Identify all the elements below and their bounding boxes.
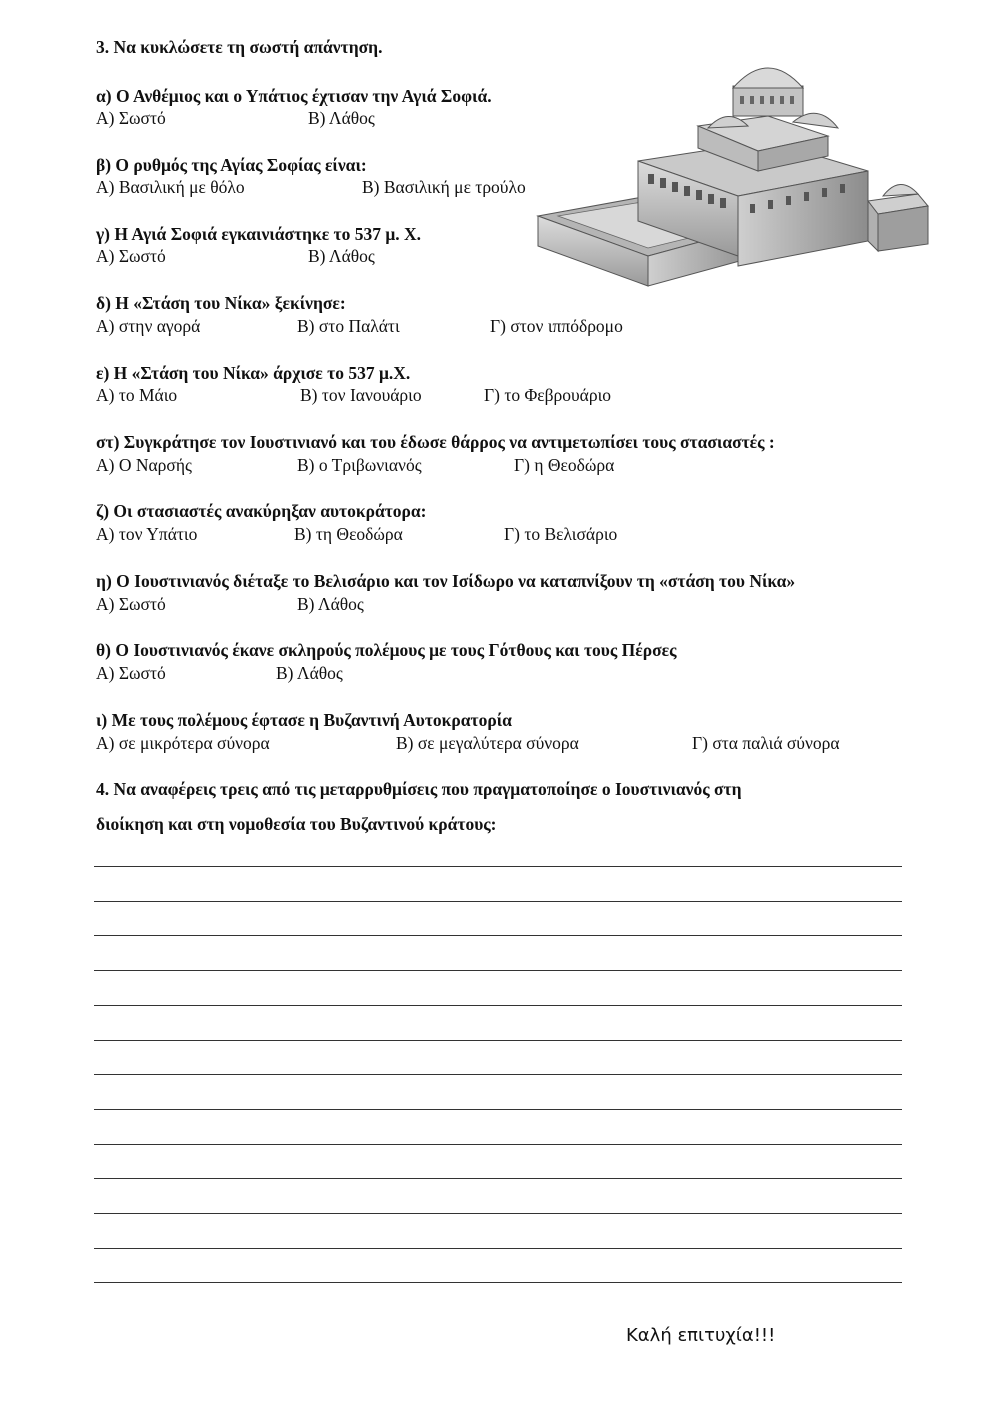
option-b[interactable]: Β) ο Τριβωνιανός (297, 455, 422, 475)
option-c[interactable]: Γ) το Βελισάριο (504, 524, 618, 544)
option-a[interactable]: Α) Ο Ναρσής (96, 455, 192, 475)
option-c[interactable]: Γ) στα παλιά σύνορα (692, 733, 840, 753)
answer-line[interactable] (94, 970, 902, 971)
answer-line[interactable] (94, 1282, 902, 1283)
answer-line[interactable] (94, 1109, 902, 1110)
option-b[interactable]: Β) στο Παλάτι (297, 316, 400, 336)
section-4-heading-line-1: 4. Να αναφέρεις τρεις από τις μεταρρυθμίσεις που πραγματοποίησε ο Ιουστινιανός στη (96, 779, 742, 799)
option-b[interactable]: Β) Λάθος (308, 108, 375, 128)
option-c[interactable]: Γ) η Θεοδώρα (514, 455, 615, 475)
option-a[interactable]: Α) Βασιλική με θόλο (96, 177, 245, 197)
option-b[interactable]: Β) Βασιλική με τρούλο (362, 177, 526, 197)
answer-line[interactable] (94, 935, 902, 936)
option-a[interactable]: Α) Σωστό (96, 246, 166, 266)
question-h-prompt: η) Ο Ιουστινιανός διέταξε το Βελισάριο και τον Ισίδωρο να καταπνίξουν τη «στάση του Νίκα» (96, 571, 796, 591)
question-a-prompt: α) Ο Ανθέμιος και ο Υπάτιος έχτισαν την Αγιά Σοφιά. (96, 86, 492, 106)
answer-line[interactable] (94, 866, 902, 867)
option-b[interactable]: Β) σε μεγαλύτερα σύνορα (396, 733, 579, 753)
answer-line[interactable] (94, 1040, 902, 1041)
option-b[interactable]: Β) τη Θεοδώρα (294, 524, 403, 544)
hagia-sophia-illustration-icon (528, 56, 938, 296)
option-b[interactable]: Β) τον Ιανουάριο (300, 385, 422, 405)
question-b-prompt: β) Ο ρυθμός της Αγίας Σοφίας είναι: (96, 155, 367, 175)
question-i-prompt: θ) Ο Ιουστινιανός έκανε σκληρούς πολέμους με τους Γότθους και τους Πέρσες (96, 640, 677, 660)
answer-line[interactable] (94, 1005, 902, 1006)
option-a[interactable]: Α) σε μικρότερα σύνορα (96, 733, 270, 753)
answer-line[interactable] (94, 901, 902, 902)
option-b[interactable]: Β) Λάθος (276, 663, 343, 683)
option-a[interactable]: Α) τον Υπάτιο (96, 524, 198, 544)
closing-message: Καλή επιτυχία!!! (626, 1325, 776, 1346)
question-j-prompt: ι) Με τους πολέμους έφτασε η Βυζαντινή Αυτοκρατορία (96, 710, 512, 730)
question-g-prompt: ζ) Οι στασιαστές ανακύρηξαν αυτοκράτορα: (96, 501, 427, 521)
option-c[interactable]: Γ) στον ιππόδρομο (490, 316, 623, 336)
answer-line[interactable] (94, 1144, 902, 1145)
question-f-prompt: στ) Συγκράτησε τον Ιουστινιανό και του έδωσε θάρρος να αντιμετωπίσει τους στασιαστές : (96, 432, 775, 452)
answer-line[interactable] (94, 1213, 902, 1214)
option-a[interactable]: Α) Σωστό (96, 594, 166, 614)
answer-line[interactable] (94, 1178, 902, 1179)
option-a[interactable]: Α) το Μάιο (96, 385, 178, 405)
section-4-heading-line-2: διοίκηση και στη νομοθεσία του Βυζαντινού κράτους: (96, 814, 497, 834)
option-c[interactable]: Γ) το Φεβρουάριο (484, 385, 612, 405)
question-c-prompt: γ) Η Αγιά Σοφιά εγκαινιάστηκε το 537 μ. Χ. (96, 224, 422, 244)
option-b[interactable]: Β) Λάθος (308, 246, 375, 266)
answer-line[interactable] (94, 1074, 902, 1075)
option-a[interactable]: Α) στην αγορά (96, 316, 201, 336)
option-b[interactable]: Β) Λάθος (297, 594, 364, 614)
answer-line[interactable] (94, 1248, 902, 1249)
section-3-heading: 3. Να κυκλώσετε τη σωστή απάντηση. (96, 37, 383, 57)
option-a[interactable]: Α) Σωστό (96, 663, 166, 683)
option-a[interactable]: Α) Σωστό (96, 108, 166, 128)
question-e-prompt: ε) Η «Στάση του Νίκα» άρχισε το 537 μ.Χ. (96, 363, 411, 383)
question-d-prompt: δ) Η «Στάση του Νίκα» ξεκίνησε: (96, 293, 346, 313)
